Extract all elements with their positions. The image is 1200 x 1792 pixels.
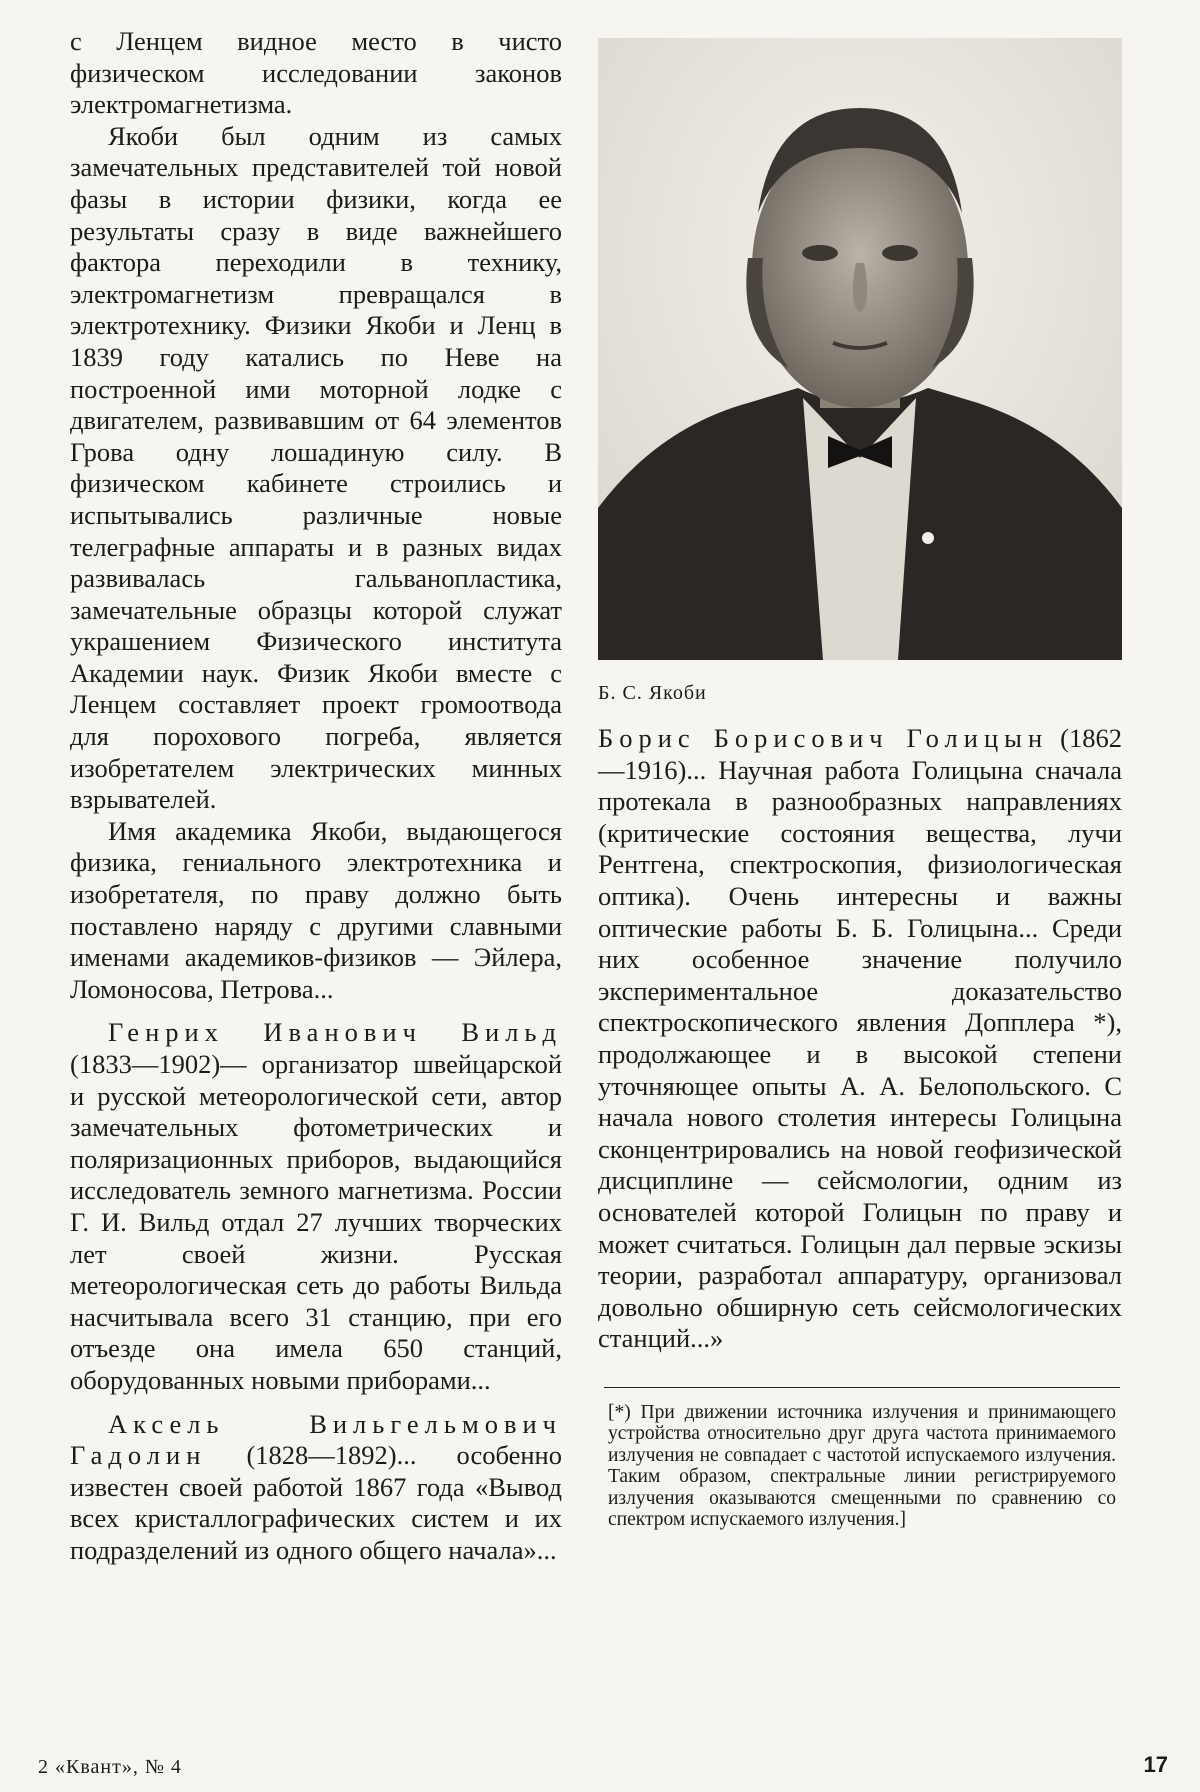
paragraph-wild: Генрих Иванович Вильд (1833—1902)— организатор швейцарской и русской метеорологической сети, автор замечательных фотометрических и поляризационных приборов, выдающийся исследователь земного магнетизма. России Г. И. Вильд отдал 27 лучших творческих лет своей жизни. Русская метеорологическая сеть до работы Вильда насчитывала всего 31 станцию, при его отъезде она имела 650 станций, оборудованных новыми приборами... bbox=[70, 1017, 562, 1395]
portrait-photo bbox=[598, 38, 1122, 660]
person-name: Генрих Иванович Вильд bbox=[108, 1017, 562, 1048]
paragraph: Якоби был одним из самых замечательных представителей той новой фазы в истории физики, когда ее результаты сразу в виде важнейшего фактора переходили в технику, электромагнетизм превращался в электротехнику. Физики Якоби и Ленц в 1839 году катались по Неве на построенной ими моторной лодке с двигателем, развивавшим от 64 элементов Грова одну лошадиную силу. В физическом кабинете строились и испытывались различные новые телеграфные аппараты и в разных видах развивалась гальванопластика, замечательные образцы которой служат украшением Физического института Академии наук. Физик Якоби вместе с Ленцем составляет проект громоотвода для порохового погреба, является изобретателем электрических минных взрывателей. bbox=[70, 120, 562, 815]
page-number: 17 bbox=[1143, 1752, 1168, 1777]
footnote: [*) При движении источника излучения и принимающего устройства относительно друг друга частота принимаемого излучения не совпадает с частотой испускаемого излучения. Таким образом, спектральные линии регистрируемого излучения оказываются смещенными по сравнению со спектром испускаемого излучения.] bbox=[608, 1401, 1116, 1531]
paragraph: с Ленцем видное место в чисто физическом исследовании законов электромагнетизма. bbox=[70, 26, 562, 120]
printer-signature: 2 «Квант», № 4 bbox=[38, 1756, 182, 1778]
paragraph-gadolin: Аксель Вильгельмович Гадолин (1828—1892)... особенно известен своей работой 1867 года «Вывод всех кристаллографических систем и их подразделений из одного общего начала»... bbox=[70, 1408, 562, 1565]
paragraph-golitsyn: Борис Борисович Голицын (1862—1916)... Научная работа Голицына сначала протекала в разнообразных направлениях (критические состояния вещества, лучи Рентгена, спектроскопия, физиологическая оптика). Очень интересны и важны оптические работы Б. Б. Голицына... Среди них особенное значение получило экспериментальное доказательство спектроскопического явления Допплера *), продолжающее и в высокой степени уточняющее опыты А. А. Белопольского. С начала нового столетия интересы Голицына сконцентрировались на новой геофизической дисциплине — сейсмологии, одним из основателей которой Голицын по праву и может считаться. Голицын дал первые эскизы теории, разработал аппаратуру, организовал довольно обширную сеть сейсмологических станций...» bbox=[598, 723, 1123, 1354]
photo-caption: Б. С. Якоби bbox=[598, 682, 707, 704]
left-column bbox=[70, 26, 562, 1567]
paragraph: Имя академика Якоби, выдающегося физика, гениального электротехника и изобретателя, по праву должно быть поставлено наряду с другими славными именами академиков-физиков — Эйлера, Ломоносова, Петрова... bbox=[70, 815, 562, 1004]
person-name: Борис Борисович Голицын bbox=[598, 723, 1049, 753]
person-name: Аксель Вильгельмович Гадолин bbox=[70, 1408, 562, 1471]
right-column bbox=[598, 38, 1122, 1531]
footnote-divider bbox=[604, 1387, 1120, 1388]
